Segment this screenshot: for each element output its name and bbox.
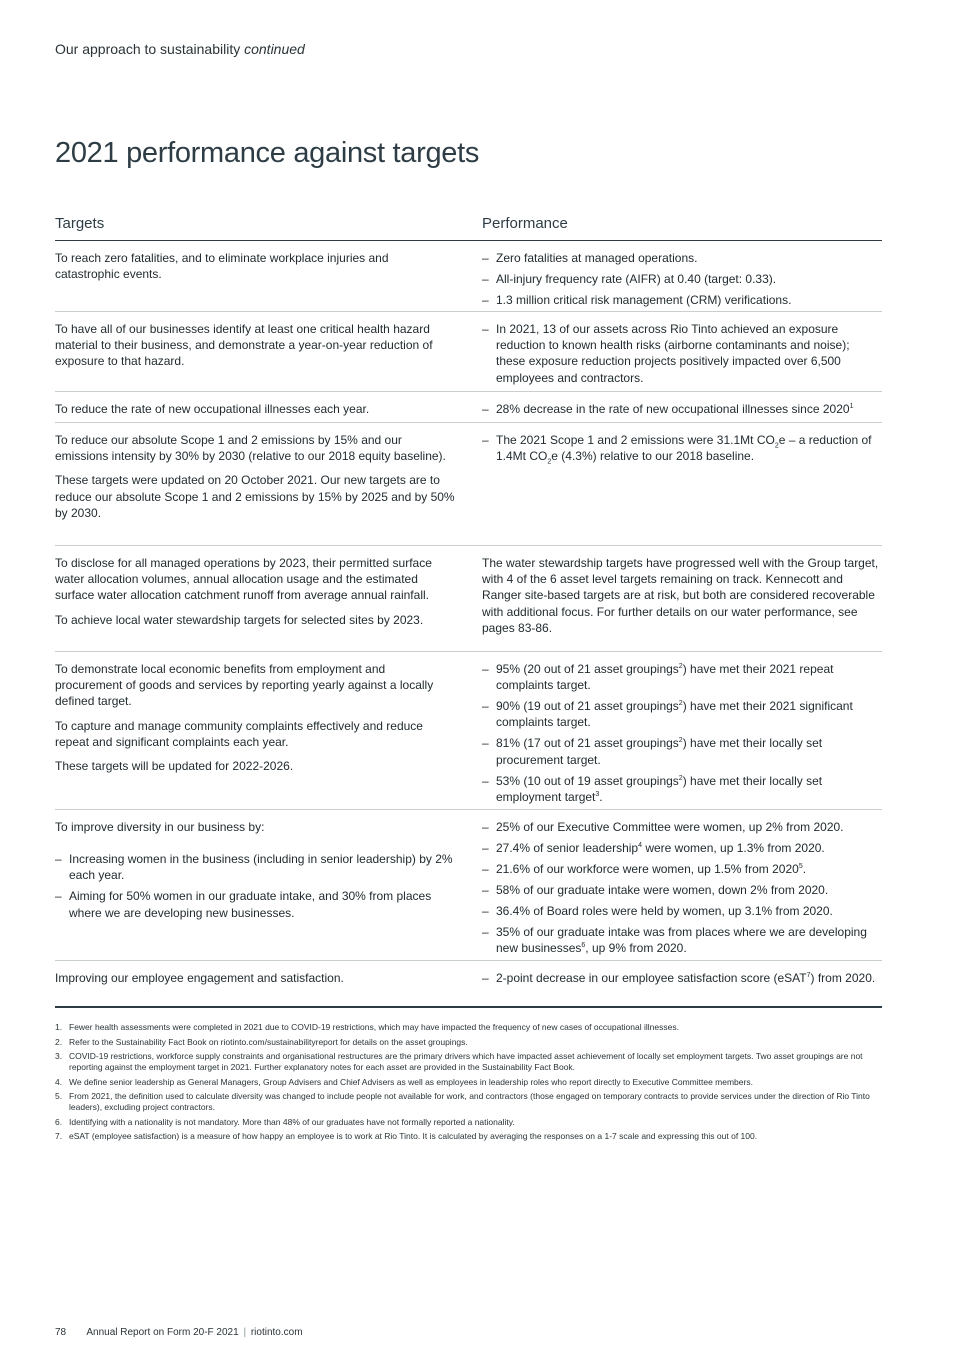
table-row	[55, 312, 882, 392]
website-link[interactable]: riotinto.com	[250, 1327, 303, 1338]
target-cell	[55, 555, 455, 651]
performance-cell	[482, 401, 882, 422]
footnote-ref: 1	[849, 403, 854, 410]
footnotes	[55, 1022, 882, 1146]
performance-item: – In 2021, 13 of our assets across Rio Tinto achieved an exposure reduction to known health risks (airborne contaminants and noise); these exposure reduction projects positively impacted over 6,500 employees and contractors.	[482, 321, 882, 386]
report-name: Annual Report on Form 20-F 2021	[86, 1327, 239, 1338]
target-cell	[55, 661, 455, 809]
footnote: 6. Identifying with a nationality is not mandatory. More than 48% of our graduates have not formally reported a nationality.	[55, 1116, 515, 1127]
performance-item: – 25% of our Executive Committee were women, up 2% from 2020.	[482, 819, 882, 835]
performance-item: – 58% of our graduate intake were women, down 2% from 2020.	[482, 882, 882, 898]
table-row	[55, 423, 882, 546]
target-text: To reduce the rate of new occupational illnesses each year.	[55, 402, 370, 416]
performance-cell	[482, 970, 882, 1006]
footnote: 1. Fewer health assessments were completed in 2021 due to COVID-19 restrictions, which may have impacted the frequency of new cases of occupational illnesses.	[55, 1022, 679, 1032]
target-text: To achieve local water stewardship targets for selected sites by 2023.	[55, 612, 424, 627]
performance-list	[482, 970, 882, 986]
column-header-targets: Targets	[55, 215, 105, 232]
footnote: 7. eSAT (employee satisfaction) is a measure of how happy an employee is to work at Rio Tinto. It is calculated by averaging the responses on a 1-7 scale and expressing this out of 100.	[55, 1131, 758, 1142]
target-text: To disclose for all managed operations by 2023, their permitted surface water allocation volumes, annual allocation usage and the estimated surface water allocation catchment runoff from average annual rainfall.	[55, 556, 432, 603]
target-text: To reach zero fatalities, and to eliminate workplace injuries and catastrophic events.	[55, 251, 389, 282]
table-row	[55, 546, 882, 652]
page-number: 78	[55, 1327, 67, 1338]
target-item: – Aiming for 50% women in our graduate intake, and 30% from places where we are developing new businesses.	[55, 888, 455, 920]
table-row	[55, 810, 882, 961]
performance-item: – All-injury frequency rate (AIFR) at 0.40 (target: 0.33).	[482, 271, 882, 287]
performance-list	[482, 250, 882, 308]
target-text: These targets were updated on 20 October 2021. Our new targets are to reduce our absolute Scope 1 and 2 emissions by 15% by 2025 and by 50% by 2030.	[55, 473, 455, 520]
performance-item: – 2-point decrease in our employee satisfaction score (eSAT$^7$) from 2020.	[482, 970, 882, 986]
performance-cell	[482, 819, 882, 960]
target-cell	[55, 432, 455, 545]
performance-table	[55, 215, 882, 1008]
target-text: To demonstrate local economic benefits from employment and procurement of goods and services by reporting yearly against a locally defined target.	[55, 662, 434, 709]
performance-item: – Zero fatalities at managed operations.	[482, 250, 882, 266]
performance-item: – The 2021 Scope 1 and 2 emissions were 31.1Mt $CO_2e$ – a reduction of 1.4Mt $CO_2e$ (4.3%) relative to our 2018 baseline.	[482, 432, 882, 464]
footer-separator: |	[243, 1327, 247, 1338]
column-header-performance: Performance	[482, 215, 568, 232]
performance-cell	[482, 321, 882, 391]
performance-cell	[482, 555, 882, 651]
performance-item: – 27.4% of senior leadership$^4$ were women, up 1.3% from 2020.	[482, 840, 882, 856]
performance-list	[482, 321, 882, 386]
performance-item: – 95% (20 out of 21 asset groupings$^2$) have met their 2021 repeat complaints target.	[482, 661, 882, 693]
footnote: 2. Refer to the Sustainability Fact Book on riotinto.com/sustainabilityreport for details on the asset groupings.	[55, 1036, 468, 1047]
target-item: – Increasing women in the business (including in senior leadership) by 2% each year.	[55, 851, 455, 883]
table-header	[55, 215, 882, 241]
performance-item: – 81% (17 out of 21 asset groupings$^2$) have met their locally set procurement target.	[482, 735, 882, 767]
performance-cell	[482, 250, 882, 311]
target-text: To reduce our absolute Scope 1 and 2 emissions by 15% and our emissions intensity by 30% by 2030 (relative to our 2018 equity baseline).	[55, 433, 446, 464]
target-list	[55, 851, 455, 921]
performance-item: – 35% of our graduate intake was from places where we are developing new businesses$^6$, up 9% from 2020.	[482, 924, 882, 956]
target-text: To capture and manage community complaints effectively and reduce repeat and significant complaints each year.	[55, 718, 423, 749]
target-text: To improve diversity in our business by:	[55, 820, 265, 834]
performance-list	[482, 819, 882, 956]
performance-cell	[482, 661, 882, 809]
footnote: 3. COVID-19 restrictions, workforce supply constraints and organisational restructures are the primary drivers which have impacted asset achievement of locally set employment targets. Two asset groupings are not reporting against the employment target in 2021. Further explanatory notes for each asset are provided in the Sustainability Fact Book.	[55, 1051, 863, 1073]
continued-label: continued	[244, 41, 305, 57]
target-cell	[55, 401, 455, 422]
performance-item: – 21.6% of our workforce were women, up 1.5% from 2020$^5$.	[482, 861, 882, 877]
performance-item: – 53% (10 out of 19 asset groupings$^2$) have met their locally set employment target$^3$.	[482, 773, 882, 805]
table-row	[55, 652, 882, 810]
page-title: 2021 performance against targets	[55, 137, 480, 169]
table-row	[55, 241, 882, 312]
performance-item: – 1.3 million critical risk management (CRM) verifications.	[482, 292, 882, 308]
performance-item: – 36.4% of Board roles were held by women, up 3.1% from 2020.	[482, 903, 882, 919]
performance-text: The water stewardship targets have progressed well with the Group target, with 4 of the 6 asset level targets remaining on track. Kennecott and Ranger site-based targets are at risk, but both are considered recoverable with additional focus. For further details on our water performance, see pages 83-86.	[482, 556, 879, 635]
table-row	[55, 392, 882, 423]
table-row	[55, 961, 882, 1008]
performance-item: – 28% decrease in the rate of new occupational illnesses since 2020$^1$	[482, 401, 882, 417]
performance-list	[482, 661, 882, 805]
section-name: Our approach to sustainability	[55, 41, 241, 57]
target-cell	[55, 250, 455, 311]
target-cell	[55, 321, 455, 391]
performance-list	[482, 401, 882, 417]
performance-cell	[482, 432, 882, 545]
target-cell	[55, 819, 455, 960]
target-text: These targets will be updated for 2022-2026.	[55, 759, 294, 774]
target-text: To have all of our businesses identify at least one critical health hazard material to their business, and demonstrate a year-on-year reduction of exposure to that hazard.	[55, 322, 433, 369]
target-text: Improving our employee engagement and satisfaction.	[55, 971, 344, 985]
page-footer	[55, 1327, 303, 1338]
performance-list	[482, 432, 882, 464]
footnote: 4. We define senior leadership as General Managers, Group Advisers and Chief Advisers as well as employees in leadership roles who report directly to Executive Committee members.	[55, 1076, 753, 1087]
performance-item: – 90% (19 out of 21 asset groupings$^2$) have met their 2021 significant complaints target.	[482, 698, 882, 730]
target-cell	[55, 970, 455, 1006]
footnote: 5. From 2021, the definition used to calculate diversity was changed to include people not available for work, and contractors (those engaged on temporary contracts to provide services under the direction of Rio Tinto leaders), excluding project contractors.	[55, 1091, 870, 1113]
running-header	[55, 41, 305, 57]
